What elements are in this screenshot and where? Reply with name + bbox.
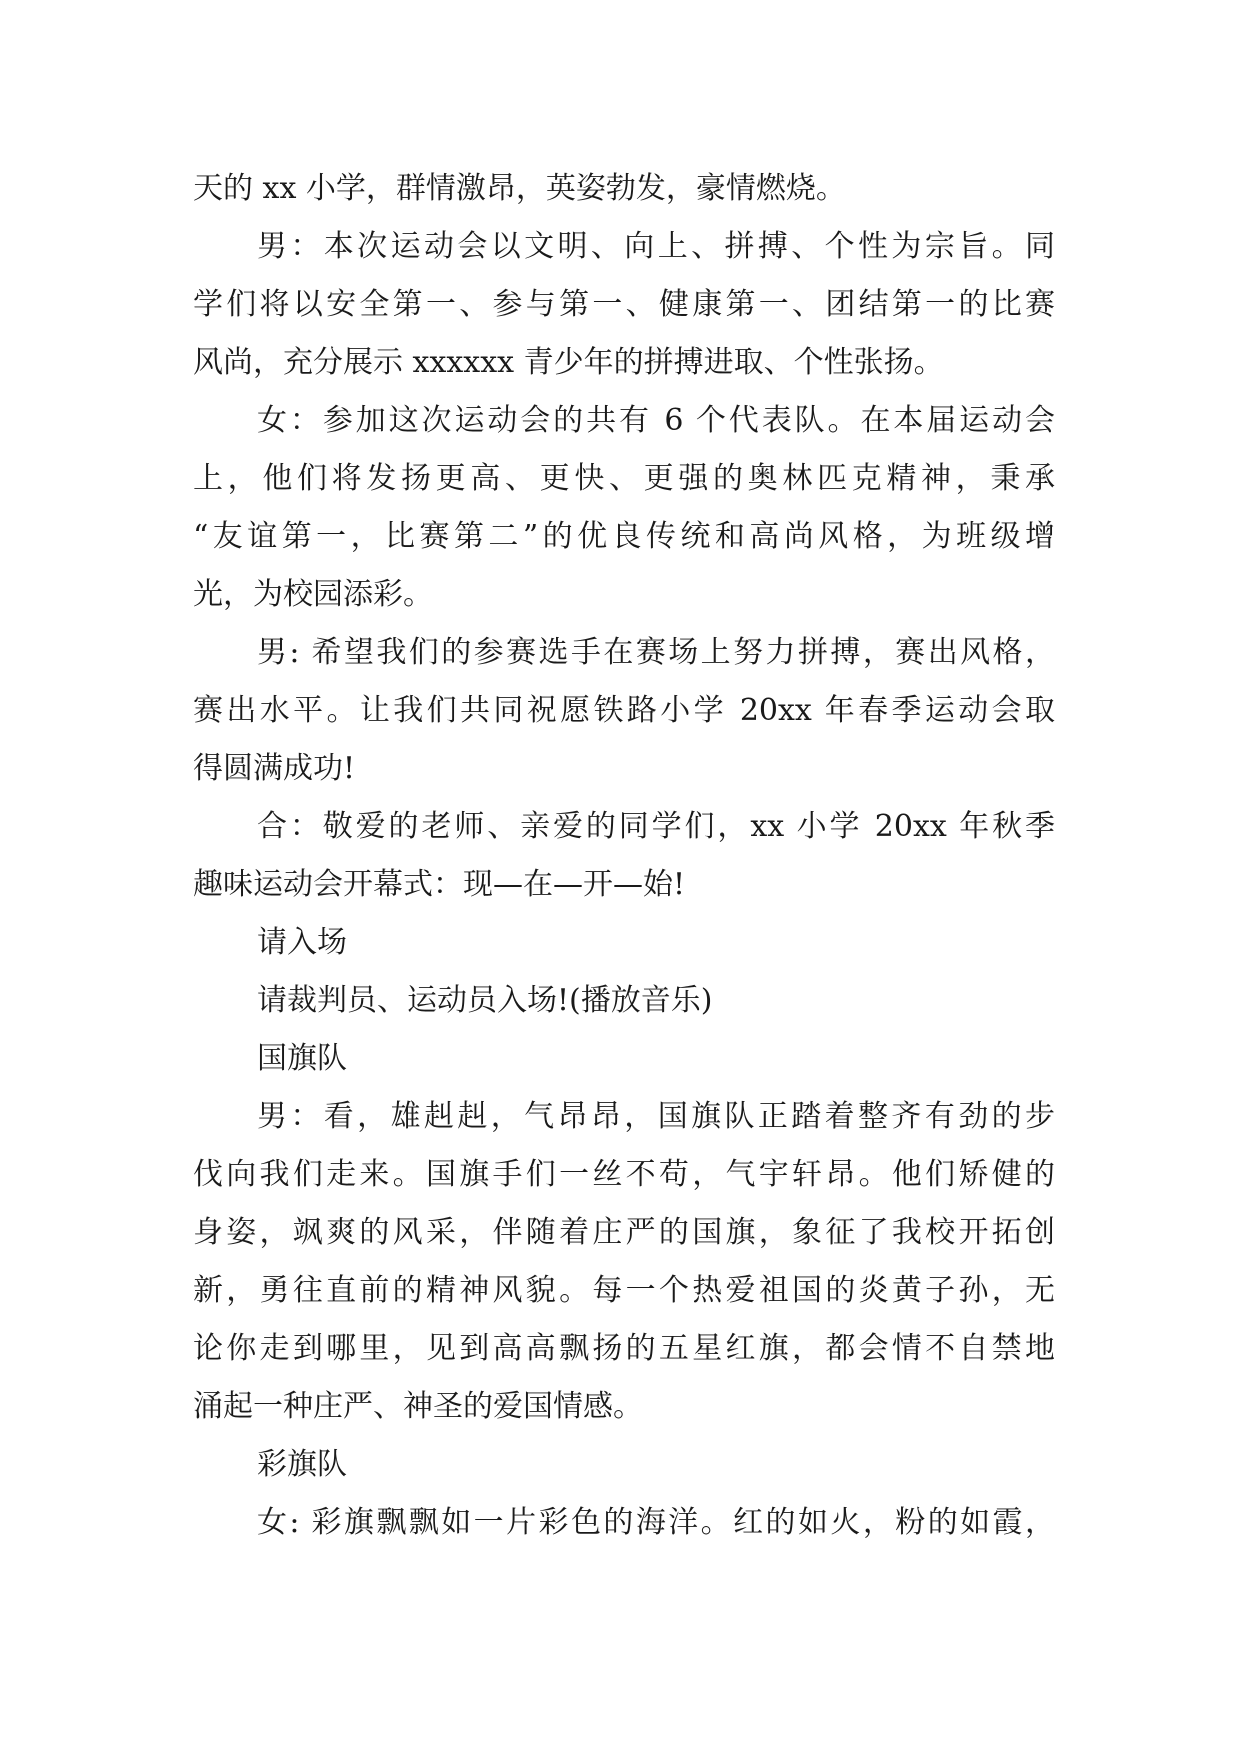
- paragraph-line: 男: 希望我们的参赛选手在赛场上努力拼搏，赛出风格，: [257, 635, 1055, 670]
- text-line: 涌起一种庄严、神圣的爱国情感。: [193, 1389, 643, 1424]
- paragraph-line: 合：敬爱的老师、亲爱的同学们，xx 小学 20xx 年秋季: [257, 809, 1055, 844]
- paragraph-line: 女：参加这次运动会的共有 6 个代表队。在本届运动会: [257, 403, 1055, 438]
- paragraph-line: 男：看，雄赳赳，气昂昂，国旗队正踏着整齐有劲的步: [257, 1099, 1055, 1134]
- text-line: 新，勇往直前的精神风貌。每一个热爱祖国的炎黄子孙，无: [193, 1273, 1055, 1308]
- text-line: 身姿，飒爽的风采，伴随着庄严的国旗，象征了我校开拓创: [193, 1215, 1055, 1250]
- text-line: 赛出水平。让我们共同祝愿铁路小学 20xx 年春季运动会取: [193, 693, 1055, 728]
- text-line: 伐向我们走来。国旗手们一丝不苟，气宇轩昂。他们矫健的: [193, 1157, 1055, 1192]
- text-line: 趣味运动会开幕式：现—在—开—始!: [193, 867, 686, 902]
- text-line: “友谊第一，比赛第二”的优良传统和高尚风格，为班级增: [193, 519, 1055, 554]
- text-line: 光，为校园添彩。: [193, 577, 433, 612]
- text-line: 得圆满成功!: [193, 751, 356, 786]
- document-body: [193, 160, 1055, 1552]
- section-heading: 请入场: [257, 925, 347, 960]
- section-heading: 国旗队: [257, 1041, 347, 1076]
- text-line: 风尚，充分展示 xxxxxx 青少年的拼搏进取、个性张扬。: [193, 345, 944, 380]
- text-line: 天的 xx 小学，群情激昂，英姿勃发，豪情燃烧。: [193, 171, 846, 206]
- text-line: 上，他们将发扬更高、更快、更强的奥林匹克精神，秉承: [193, 461, 1055, 496]
- paragraph-line: 女: 彩旗飘飘如一片彩色的海洋。红的如火，粉的如霞，: [257, 1505, 1055, 1540]
- paragraph-line: 男：本次运动会以文明、向上、拼搏、个性为宗旨。同: [257, 229, 1055, 264]
- section-heading: 彩旗队: [257, 1447, 347, 1482]
- text-line: 论你走到哪里，见到高高飘扬的五星红旗，都会情不自禁地: [193, 1331, 1055, 1366]
- paragraph-line: 请裁判员、运动员入场!(播放音乐): [257, 983, 713, 1018]
- text-line: 学们将以安全第一、参与第一、健康第一、团结第一的比赛: [193, 287, 1055, 322]
